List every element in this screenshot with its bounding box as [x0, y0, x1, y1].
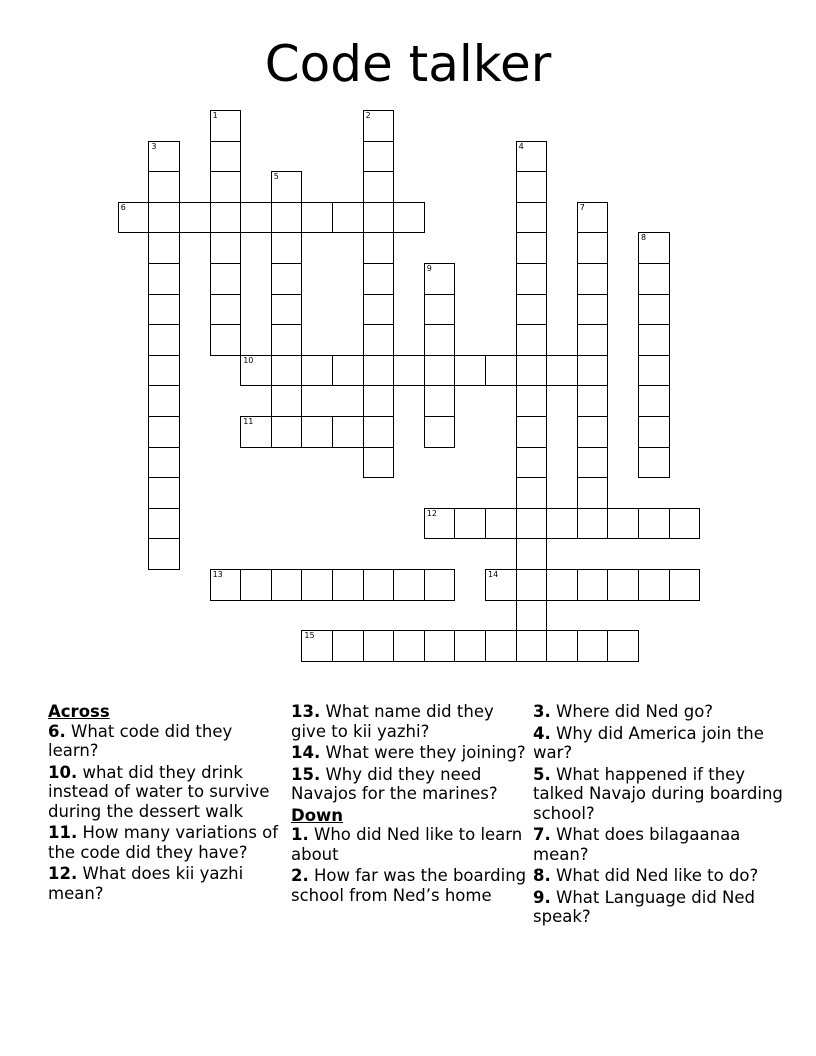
grid-cell[interactable]	[516, 171, 548, 203]
grid-cell[interactable]	[638, 232, 670, 264]
grid-cell[interactable]	[148, 232, 180, 264]
grid-cell[interactable]	[148, 171, 180, 203]
grid-cell[interactable]	[516, 141, 548, 173]
grid-cell[interactable]	[148, 477, 180, 509]
grid-cell[interactable]	[424, 263, 456, 295]
cell-number: 9	[426, 264, 432, 273]
grid-cell[interactable]	[363, 569, 395, 601]
grid-cell[interactable]	[301, 630, 333, 662]
grid-cell[interactable]	[148, 538, 180, 570]
grid-cell[interactable]	[271, 569, 303, 601]
grid-cell[interactable]	[424, 569, 456, 601]
grid-cell[interactable]	[271, 171, 303, 203]
grid-cell[interactable]	[393, 355, 425, 387]
grid-cell[interactable]	[424, 324, 456, 356]
grid-cell[interactable]	[516, 232, 548, 264]
grid-cell[interactable]	[271, 263, 303, 295]
grid-cell[interactable]	[271, 294, 303, 326]
grid-cell[interactable]	[546, 630, 578, 662]
grid-cell[interactable]	[577, 324, 609, 356]
grid-cell[interactable]	[393, 202, 425, 234]
grid-cell[interactable]	[516, 447, 548, 479]
grid-cell[interactable]	[516, 477, 548, 509]
grid-cell[interactable]	[638, 447, 670, 479]
across-clue-15: 15. Why did they need Navajos for the marines?	[291, 764, 498, 803]
down-heading: Down	[291, 805, 344, 825]
grid-cell[interactable]	[516, 385, 548, 417]
grid-cell[interactable]	[240, 416, 272, 448]
cell-number: 15	[304, 631, 315, 641]
down-clue-1: 1. Who did Ned like to learn about	[291, 825, 523, 864]
grid-cell[interactable]	[332, 355, 364, 387]
clue-column-2	[291, 702, 527, 907]
grid-cell[interactable]	[424, 385, 456, 417]
grid-cell[interactable]	[210, 294, 242, 326]
grid-cell[interactable]	[516, 508, 548, 540]
across-clue-11: 11. How many variations of the code did they have?	[48, 823, 279, 862]
grid-cell[interactable]	[577, 202, 609, 234]
grid-cell[interactable]	[516, 569, 548, 601]
grid-cell[interactable]	[638, 385, 670, 417]
cell-number: 4	[518, 141, 524, 151]
grid-cell[interactable]	[240, 355, 272, 387]
grid-cell[interactable]	[148, 263, 180, 295]
across-clue-10: 10. what did they drink instead of water to survive during the dessert walk	[48, 762, 270, 821]
grid-cell[interactable]	[363, 294, 395, 326]
grid-cell[interactable]	[424, 416, 456, 448]
grid-cell[interactable]	[210, 110, 242, 142]
grid-cell[interactable]	[271, 416, 303, 448]
grid-cell[interactable]	[393, 630, 425, 662]
grid-cell[interactable]	[393, 569, 425, 601]
grid-cell[interactable]	[424, 294, 456, 326]
down-clue-7: 7. What does bilagaanaa mean?	[533, 825, 741, 864]
grid-cell[interactable]	[577, 263, 609, 295]
grid-cell[interactable]	[118, 202, 150, 234]
cell-number: 6	[120, 202, 126, 212]
grid-cell[interactable]	[669, 508, 701, 540]
grid-cell[interactable]	[485, 569, 517, 601]
grid-cell[interactable]	[271, 324, 303, 356]
grid-cell[interactable]	[148, 141, 180, 173]
grid-cell[interactable]	[424, 355, 456, 387]
grid-cell[interactable]	[301, 202, 333, 234]
cell-number: 11	[243, 417, 254, 426]
cell-number: 3	[151, 141, 157, 151]
grid-cell[interactable]	[577, 630, 609, 662]
grid-cell[interactable]	[485, 630, 517, 662]
cell-number: 1	[212, 111, 218, 120]
grid-cell[interactable]	[271, 232, 303, 264]
grid-cell[interactable]	[332, 630, 364, 662]
grid-cell[interactable]	[240, 569, 272, 601]
grid-cell[interactable]	[516, 538, 548, 570]
grid-cell[interactable]	[638, 508, 670, 540]
down-clue-9: 9. What Language did Ned speak?	[533, 887, 756, 926]
cell-number: 2	[365, 111, 371, 120]
grid-cell[interactable]	[638, 294, 670, 326]
grid-cell[interactable]	[516, 416, 548, 448]
grid-cell[interactable]	[363, 232, 395, 264]
grid-cell[interactable]	[363, 416, 395, 448]
grid-cell[interactable]	[516, 324, 548, 356]
grid-cell[interactable]	[638, 416, 670, 448]
grid-cell[interactable]	[148, 202, 180, 234]
grid-cell[interactable]	[301, 569, 333, 601]
grid-cell[interactable]	[148, 508, 180, 540]
grid-cell[interactable]	[424, 630, 456, 662]
grid-cell[interactable]	[577, 416, 609, 448]
grid-cell[interactable]	[363, 171, 395, 203]
grid-cell[interactable]	[607, 569, 639, 601]
grid-cell[interactable]	[332, 569, 364, 601]
down-clue-8: 8. What did Ned like to do?	[533, 866, 759, 885]
grid-cell[interactable]	[301, 355, 333, 387]
across-clue-13: 13. What name did they give to kii yazhi?	[291, 702, 494, 741]
grid-cell[interactable]	[363, 324, 395, 356]
grid-cell[interactable]	[607, 508, 639, 540]
grid-cell[interactable]	[485, 355, 517, 387]
grid-cell[interactable]	[240, 202, 272, 234]
grid-cell[interactable]	[577, 447, 609, 479]
grid-cell[interactable]	[148, 324, 180, 356]
down-clue-3: 3. Where did Ned go?	[533, 702, 714, 721]
across-clue-6: 6. What code did they learn?	[48, 721, 233, 760]
grid-cell[interactable]	[577, 294, 609, 326]
grid-cell[interactable]	[179, 202, 211, 234]
grid-cell[interactable]	[516, 294, 548, 326]
grid-cell[interactable]	[210, 232, 242, 264]
down-clue-2: 2. How far was the boarding school from Ned’s home	[291, 866, 527, 905]
grid-cell[interactable]	[363, 141, 395, 173]
grid-cell[interactable]	[454, 630, 486, 662]
grid-cell[interactable]	[546, 355, 578, 387]
puzzle-title: Code talker	[264, 35, 552, 93]
grid-cell[interactable]	[546, 508, 578, 540]
cell-number: 14	[488, 570, 499, 579]
cell-number: 12	[426, 508, 437, 518]
grid-cell[interactable]	[332, 202, 364, 234]
grid-cell[interactable]	[210, 141, 242, 173]
cell-number: 13	[212, 570, 223, 579]
grid-cell[interactable]	[607, 630, 639, 662]
grid-cell[interactable]	[363, 447, 395, 479]
grid-cell[interactable]	[577, 355, 609, 387]
grid-cell[interactable]	[363, 385, 395, 417]
grid-cell[interactable]	[363, 355, 395, 387]
grid-cell[interactable]	[424, 508, 456, 540]
grid-cell[interactable]	[577, 508, 609, 540]
across-clue-14: 14. What were they joining?	[291, 743, 526, 762]
grid-cell[interactable]	[638, 569, 670, 601]
grid-cell[interactable]	[363, 202, 395, 234]
grid-cell[interactable]	[516, 355, 548, 387]
grid-cell[interactable]	[148, 355, 180, 387]
grid-cell[interactable]	[516, 600, 548, 632]
cell-number: 7	[579, 202, 585, 212]
grid-cell[interactable]	[638, 263, 670, 295]
grid-cell[interactable]	[332, 416, 364, 448]
clue-column-1	[48, 702, 284, 905]
cell-number: 5	[273, 172, 279, 182]
grid-cell[interactable]	[148, 447, 180, 479]
across-heading: Across	[48, 702, 110, 721]
grid-cell[interactable]	[210, 263, 242, 295]
grid-cell[interactable]	[638, 355, 670, 387]
grid-cell[interactable]	[210, 202, 242, 234]
grid-cell[interactable]	[577, 385, 609, 417]
grid-cell[interactable]	[454, 508, 486, 540]
grid-cell[interactable]	[271, 202, 303, 234]
grid-cell[interactable]	[669, 569, 701, 601]
grid-cell[interactable]	[516, 630, 548, 662]
grid-cell[interactable]	[454, 355, 486, 387]
grid-cell[interactable]	[210, 569, 242, 601]
grid-cell[interactable]	[148, 416, 180, 448]
grid-cell[interactable]	[271, 385, 303, 417]
grid-cell[interactable]	[577, 232, 609, 264]
across-clue-12: 12. What does kii yazhi mean?	[48, 864, 244, 903]
grid-cell[interactable]	[546, 569, 578, 601]
cell-number: 8	[641, 233, 647, 243]
grid-cell[interactable]	[210, 324, 242, 356]
grid-cell[interactable]	[301, 416, 333, 448]
down-clue-4: 4. Why did America join the war?	[533, 723, 764, 762]
grid-cell[interactable]	[148, 385, 180, 417]
grid-cell[interactable]	[485, 508, 517, 540]
cell-number: 10	[243, 355, 254, 365]
grid-cell[interactable]	[148, 294, 180, 326]
grid-cell[interactable]	[363, 263, 395, 295]
grid-cell[interactable]	[363, 110, 395, 142]
grid-cell[interactable]	[516, 263, 548, 295]
grid-cell[interactable]	[210, 171, 242, 203]
down-clue-5: 5. What happened if they talked Navajo during boarding school?	[533, 764, 783, 823]
grid-cell[interactable]	[516, 202, 548, 234]
grid-cell[interactable]	[271, 355, 303, 387]
grid-cell[interactable]	[577, 569, 609, 601]
grid-cell[interactable]	[577, 477, 609, 509]
grid-cell[interactable]	[638, 324, 670, 356]
clue-column-3	[533, 702, 783, 929]
grid-cell[interactable]	[363, 630, 395, 662]
